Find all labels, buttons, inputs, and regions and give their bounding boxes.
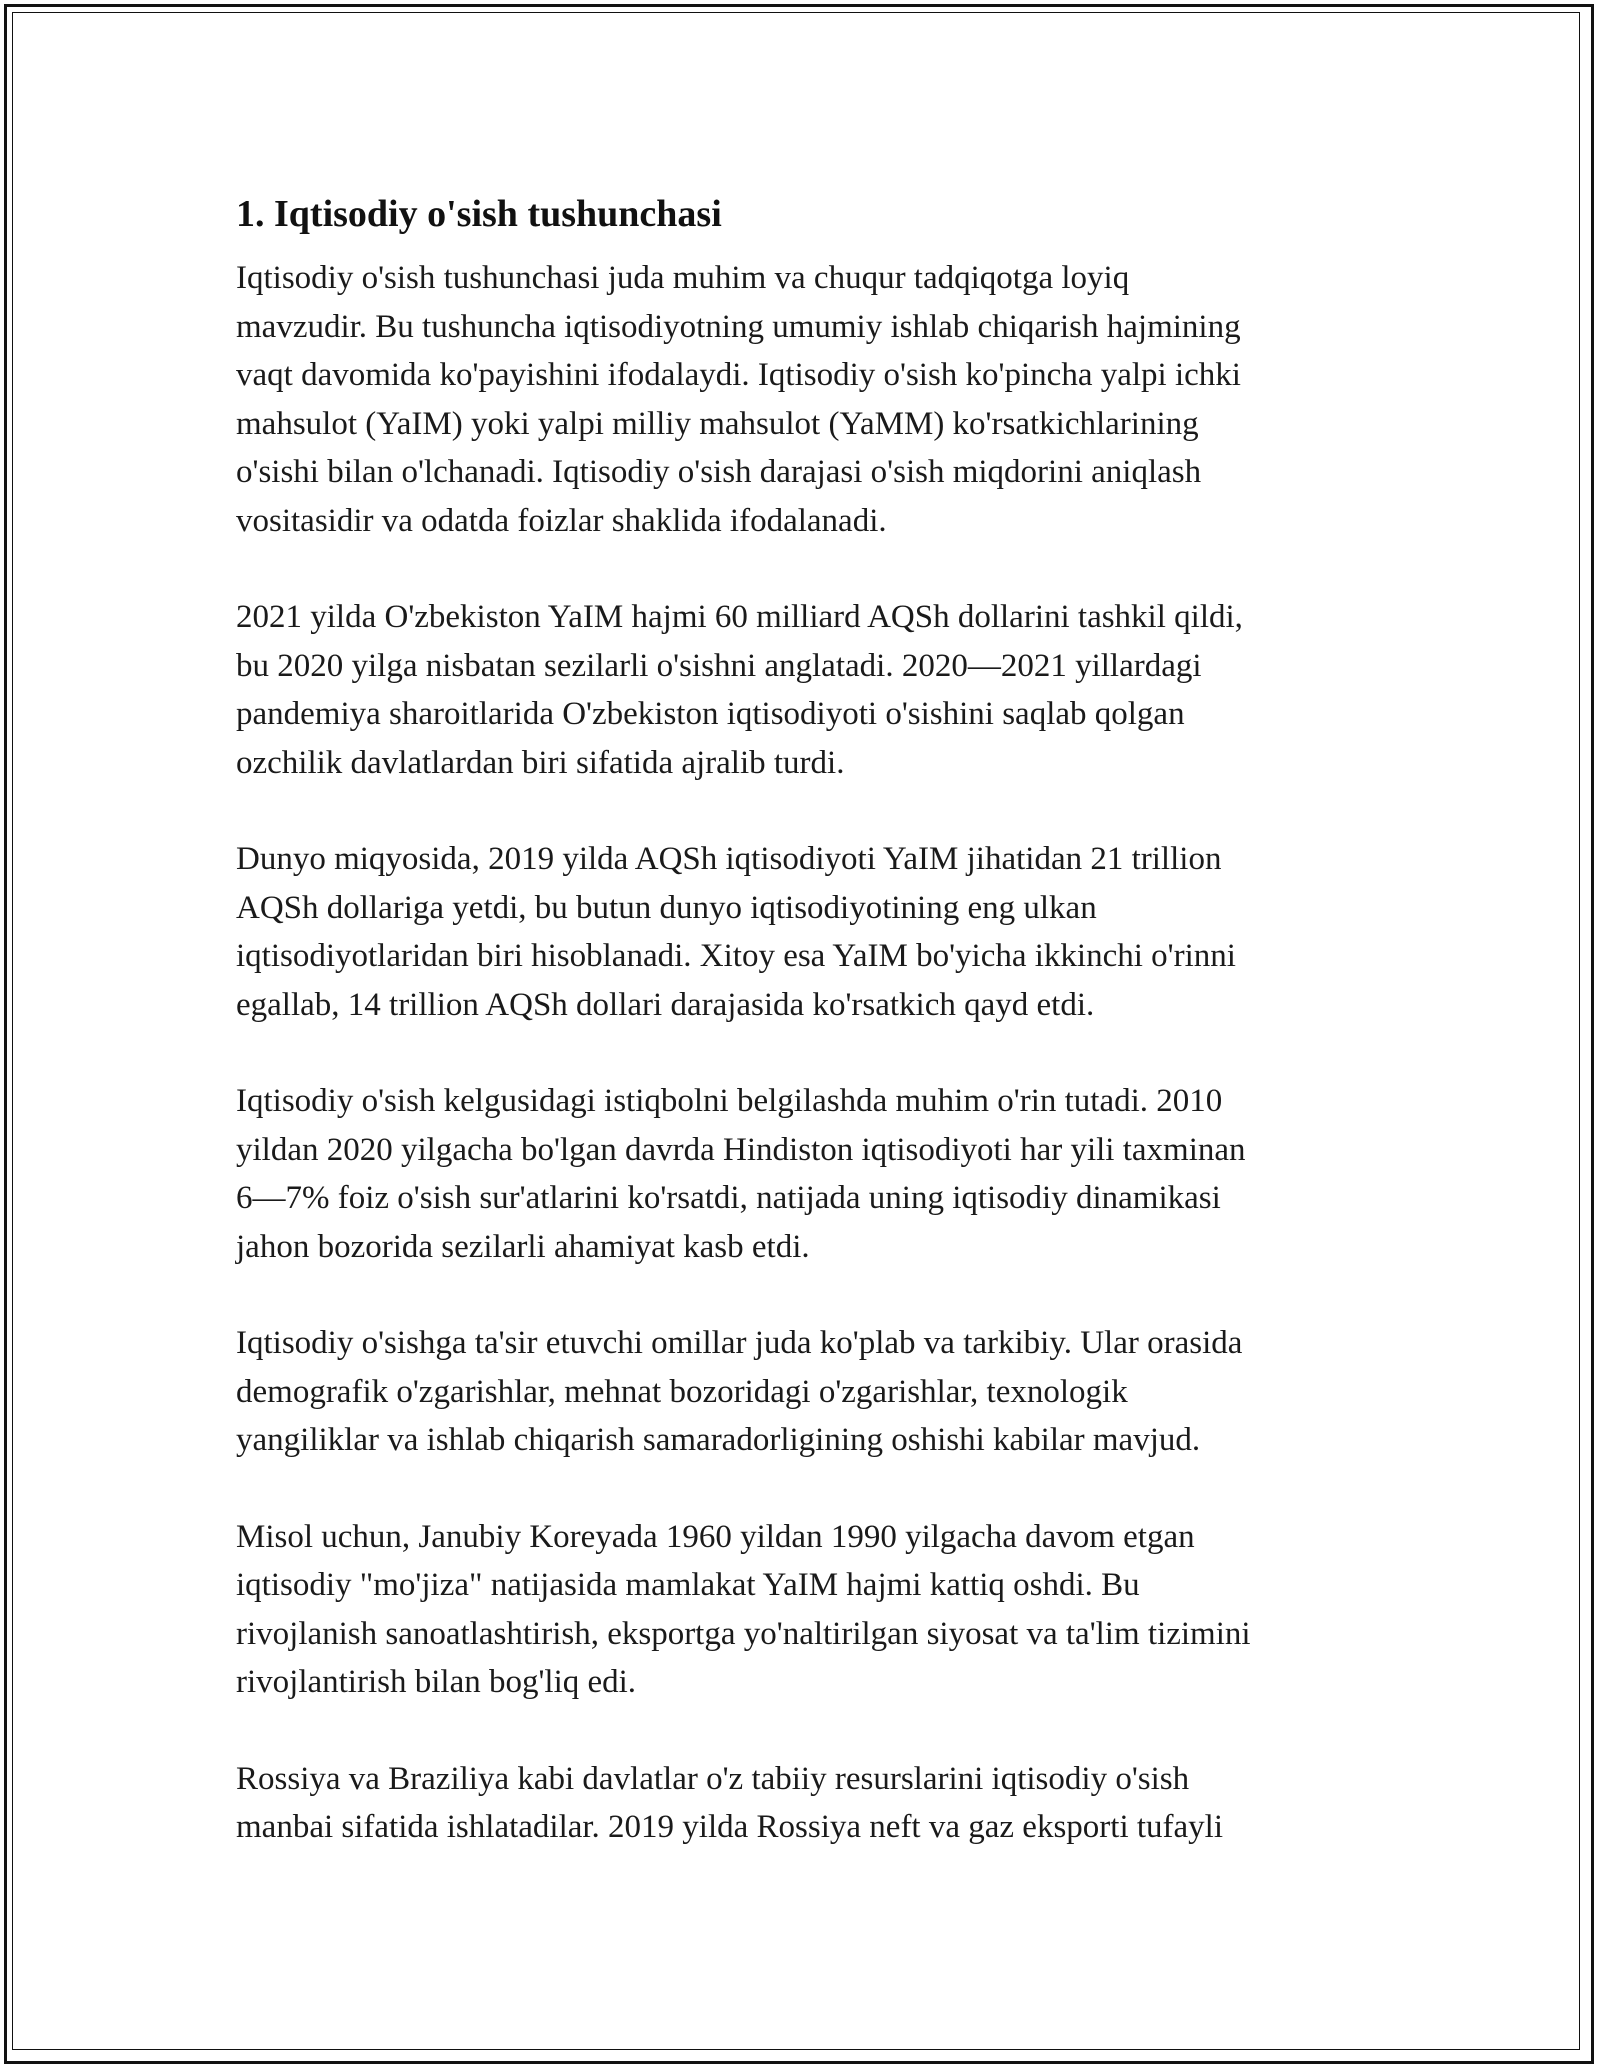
- paragraph-line: demografik o'zgarishlar, mehnat bozoridagi o'zgarishlar, texnologik: [236, 1373, 1128, 1410]
- paragraph-line: Iqtisodiy o'sish tushunchasi juda muhim va chuqur tadqiqotga loyiq: [236, 260, 1130, 296]
- document-body: [236, 188, 1386, 1900]
- paragraph-line: rivojlanish sanoatlashtirish, eksportga yo'naltirilgan siyosat va ta'lim tizimini: [236, 1615, 1251, 1652]
- section-title: 1. Iqtisodiy o'sish tushunchasi: [236, 193, 722, 235]
- paragraph-line: 2021 yilda O'zbekiston YaIM hajmi 60 milliard AQSh dollarini tashkil qildi,: [236, 599, 1243, 635]
- paragraph-line: 6—7% foiz o'sish sur'atlarini ko'rsatdi, natijada uning iqtisodiy dinamikasi: [236, 1180, 1221, 1216]
- paragraph: [236, 1513, 1386, 1707]
- paragraph: [236, 254, 1386, 545]
- paragraph-line: rivojlantirish bilan bog'liq edi.: [236, 1664, 637, 1700]
- paragraph-line: AQSh dollariga yetdi, bu butun dunyo iqtisodiyotining eng ulkan: [236, 889, 1097, 926]
- paragraph-list: [236, 254, 1386, 1852]
- paragraph-line: vaqt davomida ko'payishini ifodalaydi. Iqtisodiy o'sish ko'pincha yalpi ichki: [236, 357, 1241, 393]
- paragraph-line: manbai sifatida ishlatadilar. 2019 yilda Rossiya neft va gaz eksporti tufayli: [236, 1809, 1224, 1845]
- paragraph-line: Rossiya va Braziliya kabi davlatlar o'z tabiiy resurslarini iqtisodiy o'sish: [236, 1760, 1190, 1797]
- paragraph-line: iqtisodiy "mo'jiza" natijasida mamlakat YaIM hajmi kattiq oshdi. Bu: [236, 1567, 1140, 1603]
- paragraph-line: mahsulot (YaIM) yoki yalpi milliy mahsulot (YaMM) ko'rsatkichlarining: [236, 405, 1199, 442]
- paragraph-line: yildan 2020 yilgacha bo'lgan davrda Hindiston iqtisodiyoti har yili taxminan: [236, 1131, 1246, 1168]
- paragraph-line: o'sishi bilan o'lchanadi. Iqtisodiy o'sish darajasi o'sish miqdorini aniqlash: [236, 454, 1202, 490]
- paragraph: [236, 1077, 1386, 1271]
- paragraph-line: mavzudir. Bu tushuncha iqtisodiyotning umumiy ishlab chiqarish hajmining: [236, 308, 1241, 345]
- paragraph-line: iqtisodiyotlaridan biri hisoblanadi. Xitoy esa YaIM bo'yicha ikkinchi o'rinni: [236, 938, 1236, 974]
- paragraph-line: egallab, 14 trillion AQSh dollari darajasida ko'rsatkich qayd etdi.: [236, 986, 1095, 1023]
- paragraph-line: Misol uchun, Janubiy Koreyada 1960 yildan 1990 yilgacha davom etgan: [236, 1518, 1195, 1555]
- paragraph-line: yangiliklar va ishlab chiqarish samaradorligining oshishi kabilar mavjud.: [236, 1422, 1201, 1458]
- paragraph-line: Iqtisodiy o'sishga ta'sir etuvchi omillar juda ko'plab va tarkibiy. Ular orasida: [236, 1325, 1243, 1361]
- paragraph-line: pandemiya sharoitlarida O'zbekiston iqtisodiyoti o'sishini saqlab qolgan: [236, 696, 1185, 732]
- paragraph-line: Iqtisodiy o'sish kelgusidagi istiqbolni belgilashda muhim o'rin tutadi. 2010: [236, 1083, 1223, 1119]
- paragraph-line: jahon bozorida sezilarli ahamiyat kasb etdi.: [236, 1228, 810, 1265]
- paragraph: [236, 835, 1386, 1029]
- paragraph-line: ozchilik davlatlardan biri sifatida ajralib turdi.: [236, 744, 845, 781]
- paragraph-line: Dunyo miqyosida, 2019 yilda AQSh iqtisodiyoti YaIM jihatidan 21 trillion: [236, 841, 1222, 877]
- paragraph: [236, 593, 1386, 787]
- paragraph-line: bu 2020 yilga nisbatan sezilarli o'sishni anglatadi. 2020—2021 yillardagi: [236, 647, 1202, 684]
- paragraph: [236, 1319, 1386, 1465]
- paragraph: [236, 1755, 1386, 1852]
- paragraph-line: vositasidir va odatda foizlar shaklida ifodalanadi.: [236, 502, 887, 539]
